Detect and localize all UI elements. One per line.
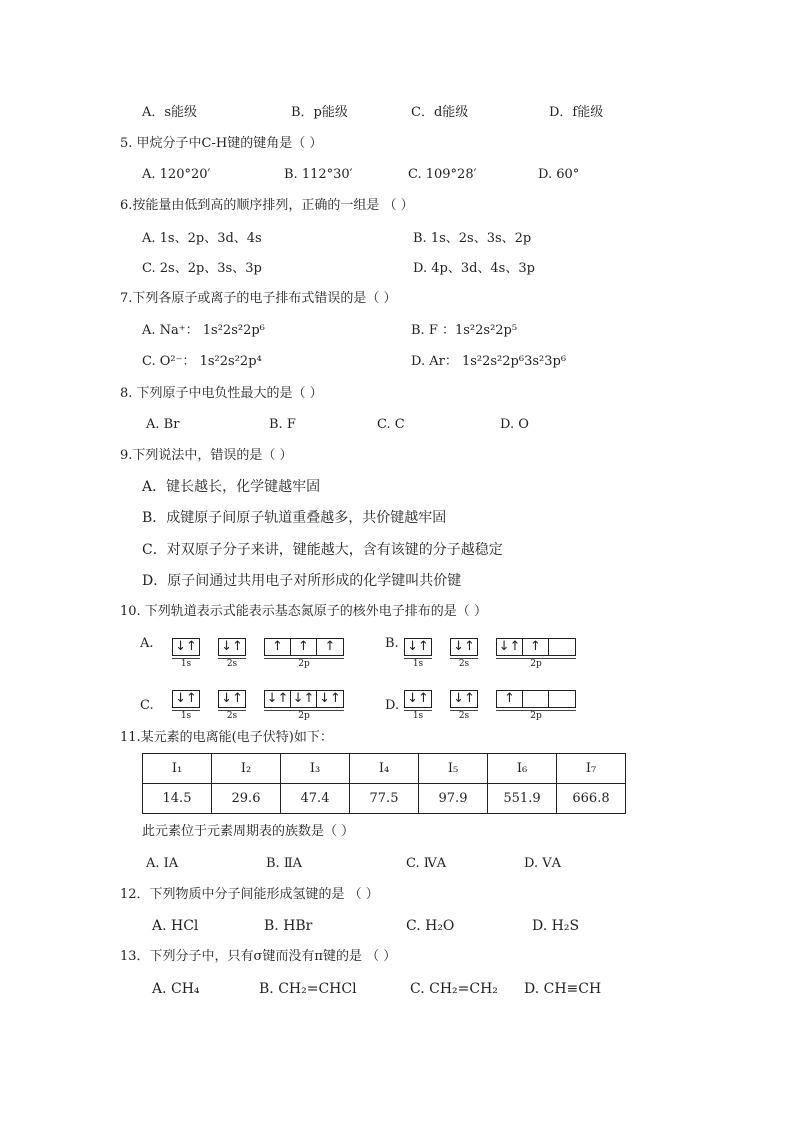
q9-option-b: B．成键原子间原子轨道重叠越多，共价键越牢固: [142, 510, 447, 526]
q5-option-a: A. 120°20′: [142, 167, 211, 182]
table-header-cell: I₃: [281, 754, 350, 784]
q4-option-c: C．d能级: [411, 105, 469, 120]
orbital-box: ↑: [497, 691, 523, 707]
orbital-box: ↓↑: [221, 691, 243, 706]
q4-option-d: D．f能级: [549, 105, 604, 120]
sublevel-label: 1s: [404, 658, 432, 669]
q9-option-c: C．对双原子分子来讲，键能越大，含有该键的分子越稳定: [142, 542, 503, 558]
q7-option-b: B. F ：1s²2s²2p⁵: [411, 323, 518, 338]
table-cell: 47.4: [281, 784, 350, 814]
table-header-cell: I₆: [488, 754, 557, 784]
table-cell: 77.5: [350, 784, 419, 814]
q6-option-a: A. 1s、2p、3d、4s: [142, 231, 262, 246]
orbital-box: ↓↑: [407, 691, 429, 706]
orbital-box: [549, 691, 575, 707]
table-cell: 14.5: [143, 784, 212, 814]
orbital-box: ↓↑: [265, 691, 291, 707]
sublevel-label: 2p: [264, 658, 344, 669]
q11-question: 此元素位于元素周期表的族数是（ ）: [142, 824, 355, 839]
table-header-row: [143, 754, 626, 784]
orbital-box: ↓↑: [291, 691, 317, 707]
orbital-box: [523, 691, 549, 707]
q10-letter-b: B.: [385, 636, 399, 651]
orbital-box: [549, 639, 575, 655]
sublevel-label: 2s: [450, 658, 478, 669]
table-header-cell: I₂: [212, 754, 281, 784]
q12-option-d: D. H₂S: [532, 918, 580, 934]
q13-option-b: B. CH₂=CHCl: [259, 981, 357, 997]
orbital-box: ↓↑: [407, 639, 429, 654]
orbital-box: ↑: [265, 639, 291, 655]
q10-letter-d: D.: [385, 698, 400, 713]
ionization-energy-table: [142, 753, 626, 814]
table-row: [143, 784, 626, 814]
q8-option-d: D. O: [500, 417, 529, 432]
q7-stem: 7.下列各原子或离子的电子排布式错误的是（ ）: [120, 291, 397, 306]
q13-option-d: D. CH≡CH: [524, 981, 602, 997]
table-cell: 551.9: [488, 784, 557, 814]
q10-letter-a: A.: [140, 636, 154, 651]
q11-option-b: B. ⅡA: [266, 856, 303, 871]
orbital-box: ↓↑: [175, 691, 197, 706]
q11-option-a: A. IA: [146, 856, 179, 871]
sublevel-label: 2p: [496, 658, 576, 669]
sublevel-label: 2s: [450, 710, 478, 721]
orbital-box: ↓↑: [453, 639, 475, 654]
table-header-cell: I₇: [557, 754, 626, 784]
q12-stem: 12．下列物质中分子间能形成氢键的是 （ ）: [120, 887, 379, 902]
q13-option-a: A. CH₄: [152, 981, 200, 997]
q13-stem: 13．下列分子中，只有σ键而没有π键的是 （ ）: [120, 949, 397, 964]
table-cell: 666.8: [557, 784, 626, 814]
q9-option-a: A．键长越长，化学键越牢固: [142, 479, 321, 495]
sublevel-label: 2s: [218, 658, 246, 669]
sublevel-label: 2p: [264, 710, 344, 721]
q5-option-d: D. 60°: [538, 167, 580, 182]
q9-option-d: D．原子间通过共用电子对所形成的化学键叫共价键: [142, 573, 462, 589]
q8-stem: 8. 下列原子中电负性最大的是（ ）: [120, 386, 323, 401]
q5-option-b: B. 112°30′: [284, 167, 353, 182]
q10-letter-c: C.: [140, 698, 154, 713]
q11-option-c: C. ⅣA: [406, 856, 447, 871]
orbital-box: ↓↑: [497, 639, 523, 655]
orbital-box: ↓↑: [221, 639, 243, 654]
q7-option-c: C. O²⁻： 1s²2s²2p⁴: [142, 354, 262, 369]
q8-option-c: C. C: [377, 417, 405, 432]
q4-option-b: B．p能级: [291, 105, 348, 120]
table-cell: 29.6: [212, 784, 281, 814]
sublevel-label: 2s: [218, 710, 246, 721]
sublevel-label: 2p: [496, 710, 576, 721]
table-header-cell: I₅: [419, 754, 488, 784]
q5-stem: 5. 甲烷分子中C-H键的键角是（ ）: [120, 136, 323, 151]
q12-option-a: A. HCl: [152, 918, 199, 934]
orbital-box: ↓↑: [175, 639, 197, 654]
q8-option-b: B. F: [269, 417, 296, 432]
orbital-box: ↑: [324, 639, 336, 654]
q4-option-a: A．s能级: [142, 105, 198, 120]
q12-option-b: B. HBr: [264, 918, 313, 934]
table-header-cell: I₄: [350, 754, 419, 784]
orbital-box: ↑: [291, 639, 317, 655]
q5-option-c: C. 109°28′: [408, 167, 477, 182]
q6-option-b: B. 1s、2s、3s、2p: [413, 231, 532, 246]
q11-option-d: D. ⅤA: [524, 856, 562, 871]
q10-stem: 10. 下列轨道表示式能表示基态氮原子的核外电子排布的是（ ）: [120, 604, 487, 619]
q6-option-c: C. 2s、2p、3s、3p: [142, 261, 262, 276]
sublevel-label: 1s: [172, 710, 200, 721]
table-header-cell: I₁: [143, 754, 212, 784]
q7-option-a: A. Na⁺： 1s²2s²2p⁶: [142, 323, 265, 338]
q6-option-d: D. 4p、3d、4s、3p: [413, 261, 535, 276]
table-cell: 97.9: [419, 784, 488, 814]
orbital-box: ↓↑: [453, 691, 475, 706]
q8-option-a: A. Br: [146, 417, 180, 432]
orbital-box: ↑: [523, 639, 549, 655]
orbital-box: ↓↑: [319, 691, 341, 706]
sublevel-label: 1s: [172, 658, 200, 669]
q12-option-c: C. H₂O: [406, 918, 455, 934]
sublevel-label: 1s: [404, 710, 432, 721]
q13-option-c: C. CH₂=CH₂: [410, 981, 498, 997]
q9-stem: 9.下列说法中，错误的是（ ）: [120, 448, 293, 463]
q6-stem: 6.按能量由低到高的顺序排列，正确的一组是 （ ）: [120, 198, 414, 213]
q11-stem: 11.某元素的电离能(电子伏特)如下：: [120, 730, 333, 745]
q7-option-d: D. Ar： 1s²2s²2p⁶3s²3p⁶: [411, 354, 567, 369]
